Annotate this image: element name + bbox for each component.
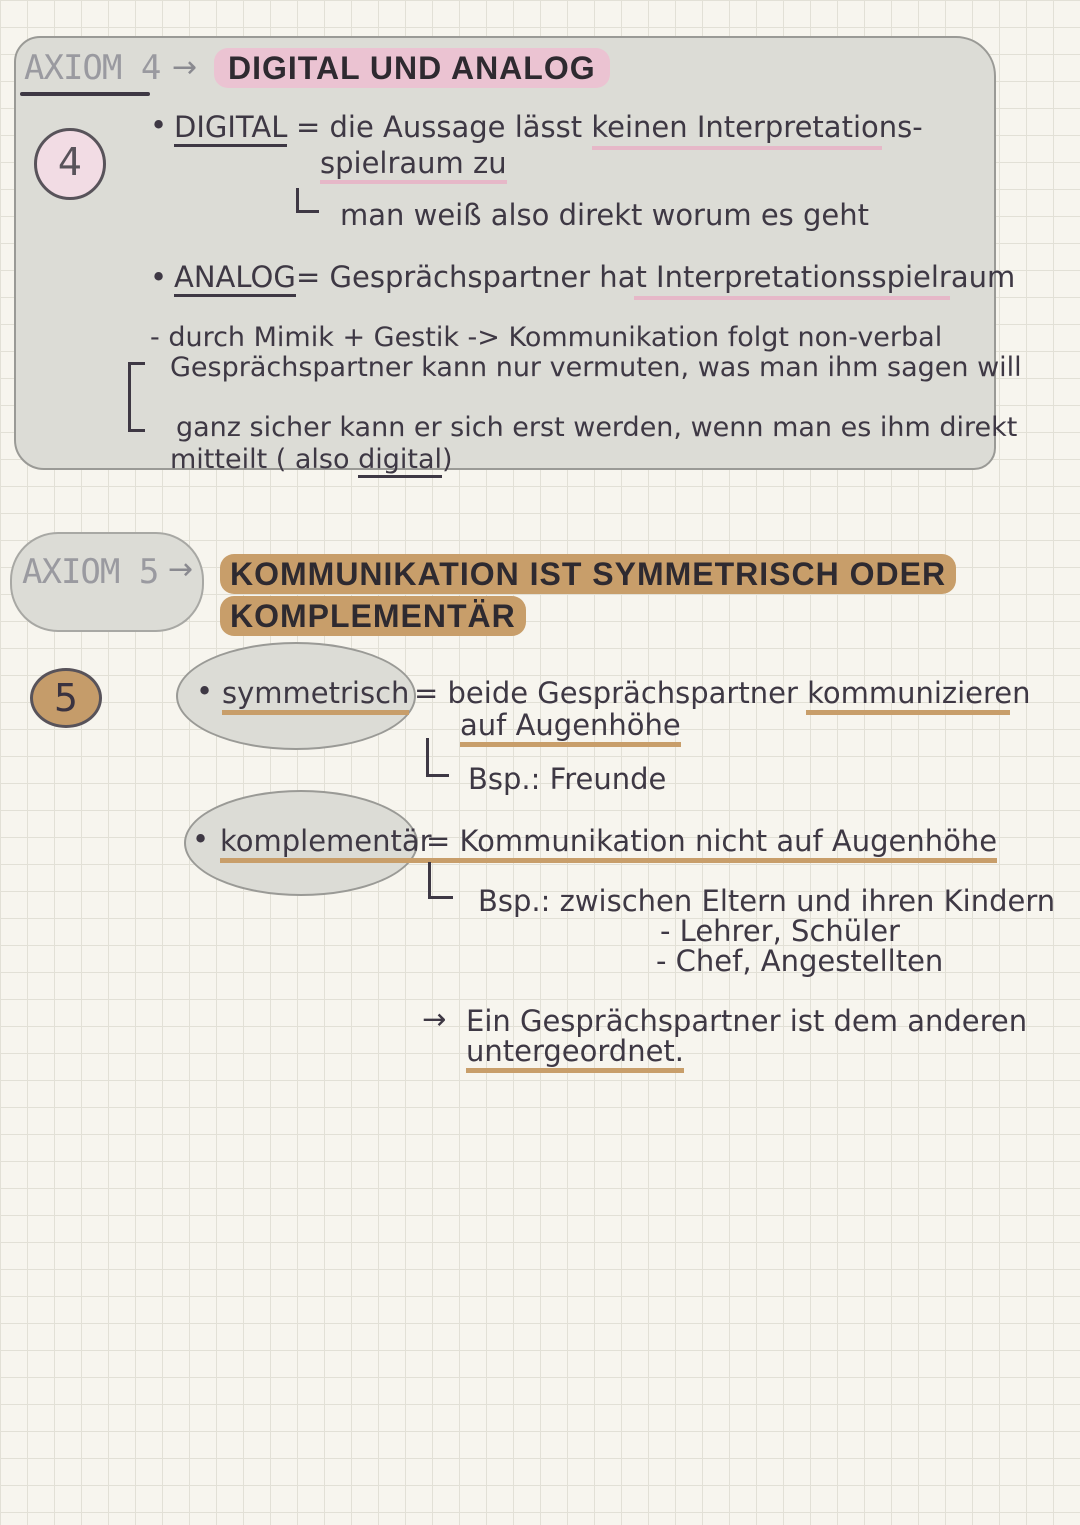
- analog-definition: = Gesprächspartner hat Interpretationsspielraum: [296, 260, 1016, 294]
- analog-line-2: Gesprächspartner kann nur vermuten, was man ihm sagen will: [170, 352, 1022, 383]
- digital-bullet: •: [150, 108, 168, 142]
- symmetrisch-bullet: •: [196, 674, 214, 708]
- axiom4-label: AXIOM 4: [24, 48, 161, 88]
- axiom4-box: [14, 36, 996, 470]
- symmetrisch-definition-1: = beide Gesprächspartner kommunizieren: [414, 676, 1031, 710]
- symmetrisch-definition-2: auf Augenhöhe: [460, 708, 681, 747]
- komplementaer-example-3: - Chef, Angestellten: [656, 944, 944, 978]
- axiom4-underline: [20, 92, 150, 96]
- komplementaer-term: komplementär: [220, 824, 432, 863]
- arrow-right-icon: →: [422, 1002, 447, 1036]
- analog-highlight-underline: [634, 296, 950, 300]
- analog-line-4-digital: digital: [358, 444, 442, 478]
- arrow-icon: →: [172, 50, 198, 85]
- analog-line-4-post: ): [442, 444, 453, 475]
- conclusion-2: untergeordnet.: [466, 1034, 684, 1073]
- digital-definition-1: = die Aussage lässt keinen Interpretations-: [296, 110, 923, 144]
- bracket-arrow-icon: [128, 362, 145, 432]
- symmetrisch-example: Bsp.: Freunde: [468, 762, 667, 796]
- conclusion-1: Ein Gesprächspartner ist dem anderen: [466, 1004, 1028, 1038]
- axiom5-label: AXIOM 5: [22, 552, 159, 592]
- komplementaer-example: Bsp.: zwischen Eltern und ihren Kindern: [478, 884, 1056, 918]
- axiom4-number-badge: 4: [34, 128, 106, 200]
- digital-term: DIGITAL: [174, 110, 287, 147]
- return-arrow-icon: [428, 862, 453, 899]
- analog-line-1: - durch Mimik + Gestik -> Kommunikation folgt non-verbal: [150, 322, 943, 353]
- axiom5-title-1: KOMMUNIKATION IST SYMMETRISCH ODER: [220, 554, 956, 594]
- return-arrow-icon: [426, 738, 449, 777]
- analog-term: ANALOG: [174, 260, 296, 297]
- symmetrisch-highlight-underline: [806, 710, 1010, 715]
- komplementaer-bullet: •: [192, 822, 210, 856]
- digital-highlight-underline: [592, 146, 882, 150]
- digital-consequence: man weiß also direkt worum es geht: [340, 198, 869, 232]
- axiom4-title: DIGITAL UND ANALOG: [214, 48, 610, 88]
- return-arrow-icon: [296, 188, 319, 213]
- analog-line-4-pre: mitteilt ( also: [170, 444, 359, 475]
- analog-bullet: •: [150, 260, 168, 294]
- symmetrisch-term: symmetrisch: [222, 676, 409, 715]
- axiom5-title-2: KOMPLEMENTÄR: [220, 596, 526, 636]
- analog-line-3: ganz sicher kann er sich erst werden, wenn man es ihm direkt: [176, 412, 1018, 443]
- komplementaer-example-2: - Lehrer, Schüler: [660, 914, 900, 948]
- digital-definition-2: spielraum zu: [320, 146, 507, 184]
- komplementaer-definition: = Kommunikation nicht auf Augenhöhe: [426, 824, 997, 863]
- arrow-icon: →: [168, 552, 194, 587]
- axiom5-number-badge: 5: [30, 668, 102, 728]
